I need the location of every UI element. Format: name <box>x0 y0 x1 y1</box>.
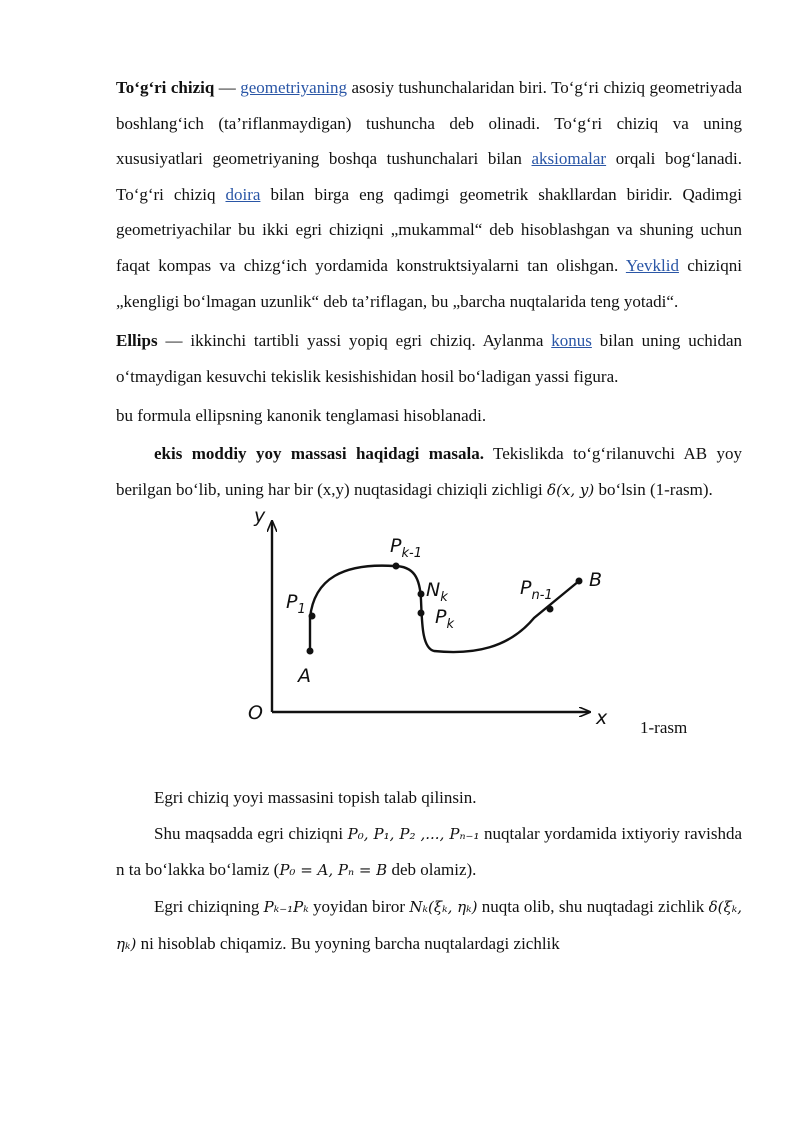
dash: — <box>157 331 191 351</box>
paragraph-density <box>116 889 742 962</box>
label-origin: O <box>248 702 263 725</box>
point-pk <box>418 610 425 617</box>
term-straight-line: To‘g‘ri chiziq <box>116 78 215 97</box>
point-nk <box>418 591 425 598</box>
formula-points: P₀, P₁, P₂ ,..., Pₙ₋₁ <box>347 824 480 843</box>
paragraph-ellipse <box>116 323 742 394</box>
figure-arc <box>116 508 742 770</box>
formula-endpoints: P₀ = A, Pₙ = B <box>279 861 388 880</box>
problem-title: ekis moddiy yoy massasi haqidagi masala. <box>154 443 484 463</box>
term-ellips: Ellips <box>116 331 158 351</box>
text-segment: ni hisoblab chiqamiz. Bu yoyning barcha nuqtalardagi zichlik <box>136 933 560 953</box>
point-pn-1 <box>547 606 554 613</box>
text-segment: ikkinchi tartibli yassi yopiq egri chiziq. Aylanma <box>190 331 552 351</box>
label-nk: $N_k$ <box>426 579 448 606</box>
text-segment: bilan uning uchidan o‘tmaydigan kesuvchi tekislik kesishishidan hosil bo‘ladigan yassi figura. <box>116 331 743 386</box>
paragraph-straight-line <box>116 70 742 319</box>
point-b <box>576 578 583 585</box>
label-b: B <box>589 569 603 592</box>
label-pk: $P_k$ <box>435 606 454 633</box>
paragraph-task: Egri chiziq yoyi massasini topish talab qilinsin. <box>154 788 477 808</box>
link-doira[interactable]: doira <box>225 184 261 204</box>
dash: — <box>214 78 241 97</box>
link-konus[interactable]: konus <box>551 331 592 351</box>
point-pk-1 <box>393 563 400 570</box>
text-segment: bo‘lsin (1-rasm). <box>594 479 713 499</box>
text-segment: Shu maqsadda egri chiziqni <box>154 823 348 843</box>
paragraph-canonical-note: bu formula ellipsning kanonik tenglamasi hisoblanadi. <box>116 406 487 426</box>
text-segment: Egri chiziqning <box>154 896 264 916</box>
link-aksiomalar[interactable]: aksiomalar <box>531 149 607 169</box>
label-y: y <box>254 508 266 528</box>
text-segment: nuqta olib, shu nuqtadagi zichlik <box>477 896 709 916</box>
text-segment: orqali bog‘lanadi. To‘g‘ri chiziq <box>116 149 742 204</box>
figure-caption: 1-rasm <box>640 718 688 738</box>
text-segment: nuqtalar yordamida ixtiyoriy ravishda n ta bo‘lakka bo‘lamiz ( <box>116 823 742 880</box>
point-p1 <box>309 613 316 620</box>
text-segment: Tekislikda to‘g‘rilanuvchi AB yoy berilgan bo‘lib, uning har bir (x,y) nuqtasidagi chiziqli zichligi <box>116 443 742 499</box>
label-x: x <box>596 707 608 730</box>
formula-arc-segment: Pₖ₋₁Pₖ <box>263 897 309 916</box>
text-segment: chiziqni „kengligi bo‘lmagan uzunlik“ deb ta’riflagan, bu „barcha nuqtalarida teng yotadi“. <box>116 255 742 311</box>
link-yevklid[interactable]: Yevklid <box>625 255 679 275</box>
formula-density: δ(x, y) <box>547 480 595 499</box>
text-segment: deb olamiz). <box>387 860 477 880</box>
paragraph-partition <box>116 816 742 889</box>
paragraph-arc-mass-problem <box>116 436 742 508</box>
label-p1: $P_1$ <box>286 591 306 618</box>
text-segment: yoyidan biror <box>308 896 410 916</box>
link-geometriyaning[interactable]: geometriyaning <box>240 78 347 97</box>
formula-density-nk: δ(ξₖ, ηₖ) <box>116 897 742 953</box>
label-pn-1: $P_{n-1}$ <box>520 577 553 604</box>
label-a: A <box>298 665 311 688</box>
text-segment: asosiy tushunchalaridan biri. To‘g‘ri chiziq geometriyada boshlang‘ich (ta’riflanmaydigan) tushuncha deb olinadi. To‘g‘ri chiziq va uning xususiyatlari geometriyaning boshqa tushunchalari bilan <box>116 78 742 169</box>
label-pk-1: $P_{k-1}$ <box>390 535 422 562</box>
document-page <box>116 70 742 962</box>
arc-diagram <box>244 508 624 770</box>
formula-point-nk: Nₖ(ξₖ, ηₖ) <box>409 897 478 916</box>
point-a <box>307 648 314 655</box>
text-segment: bilan birga eng qadimgi geometrik shakllardan biridir. Qadimgi geometriyachilar bu ikki egri chiziqni „mukammal“ deb hisoblashgan va shuning uchun faqat kompas va chizg‘ich yordamida konstruktsiyalarni tan olishgan. <box>116 184 742 275</box>
